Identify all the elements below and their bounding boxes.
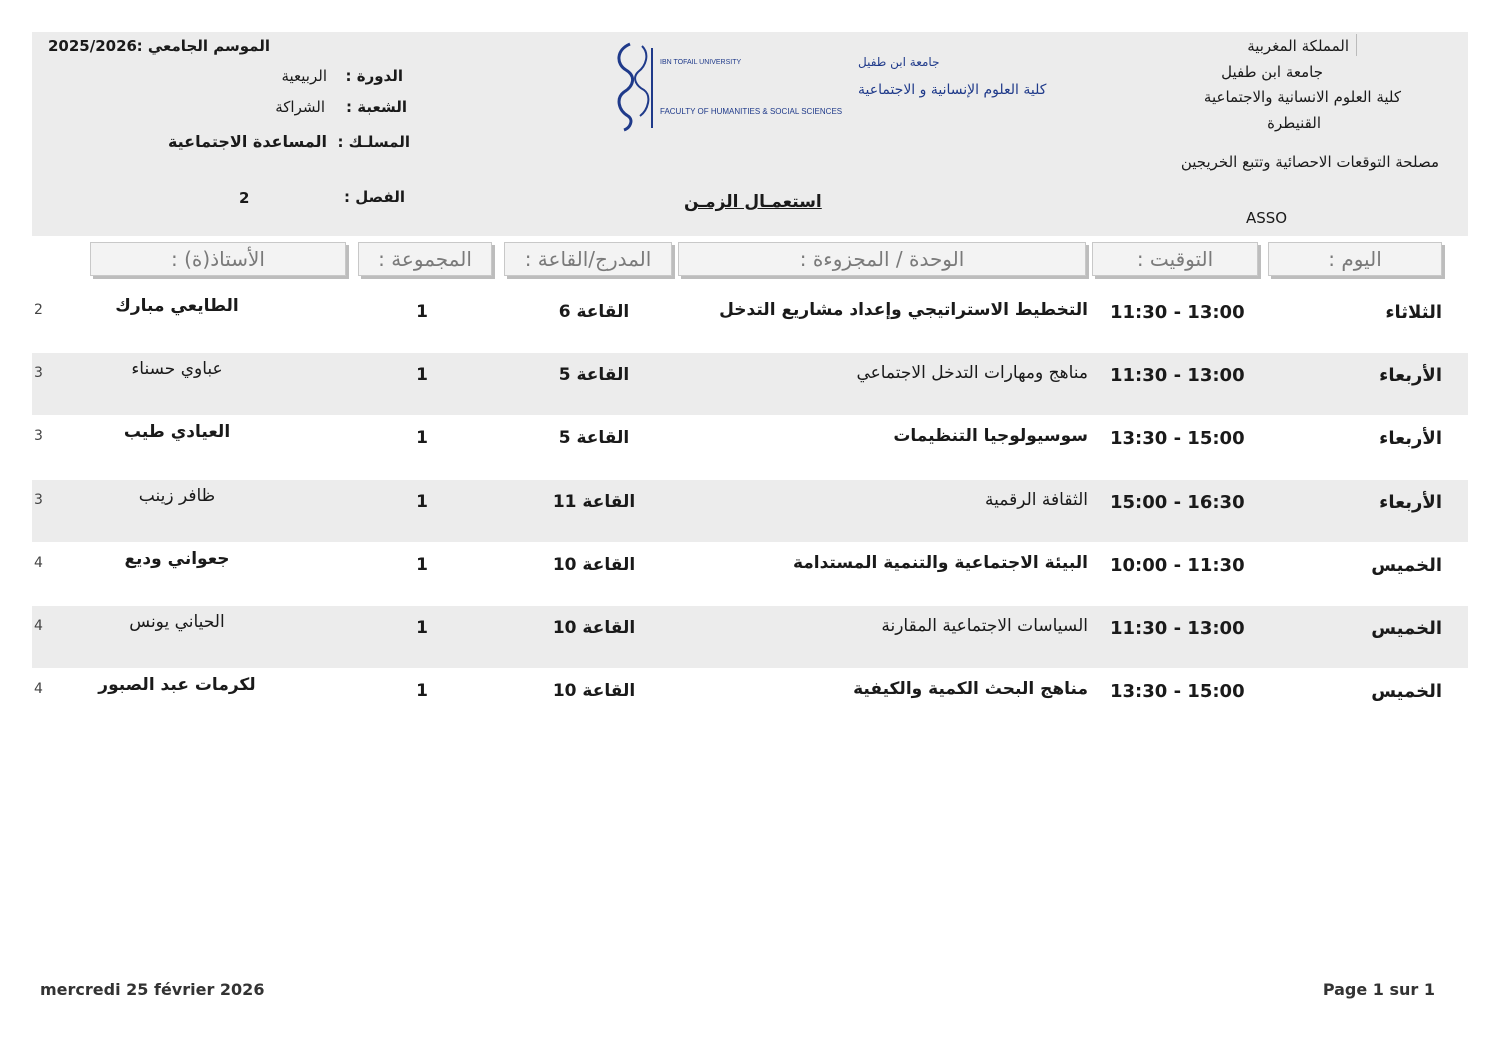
column-header-room: المدرج/القاعة :	[504, 242, 672, 276]
row-day: الأربعاء	[1379, 428, 1442, 449]
row-group: 1	[416, 618, 428, 638]
row-room: القاعة 6	[558, 302, 630, 322]
row-teacher: جعواني وديع	[124, 549, 230, 569]
row-room: القاعة 5	[558, 365, 630, 385]
session-value: الربيعية	[281, 67, 327, 85]
row-teacher: ظافر زينب	[138, 486, 216, 506]
table-row	[32, 416, 1468, 478]
row-group: 1	[416, 681, 428, 701]
svg-text:جامعة ابن طفيل: جامعة ابن طفيل	[858, 55, 940, 69]
track-label: المسلـك :	[337, 133, 410, 151]
faculty-label: كلية العلوم الانسانية والاجتماعية	[1203, 88, 1401, 106]
branch-value: الشراكة	[275, 98, 325, 116]
row-module: مناهج البحث الكمية والكيفية	[853, 679, 1088, 699]
logo-mark-icon	[612, 40, 1047, 132]
table-row	[32, 606, 1468, 668]
column-header-time: التوقيت :	[1092, 242, 1258, 276]
row-module: البيئة الاجتماعية والتنمية المستدامة	[792, 553, 1088, 573]
row-module: السياسات الاجتماعية المقارنة	[881, 616, 1088, 636]
column-header-day: اليوم :	[1268, 242, 1442, 276]
row-edge-mark: 3	[34, 365, 43, 381]
column-header-module: الوحدة / المجزوءة :	[678, 242, 1086, 276]
row-time: 11:30 - 13:00	[1110, 302, 1245, 323]
faculty-logo	[612, 40, 1047, 132]
row-edge-mark: 4	[34, 681, 43, 697]
row-teacher: لكرمات عبد الصبور	[98, 675, 256, 695]
row-teacher: الحياني يونس	[129, 612, 225, 632]
row-group: 1	[416, 555, 428, 575]
row-teacher: الطايعي مبارك	[115, 296, 239, 316]
column-header-teacher: الأستاذ(ة) :	[90, 242, 346, 276]
row-group: 1	[416, 492, 428, 512]
row-edge-mark: 2	[34, 302, 43, 318]
row-room: القاعة 5	[558, 428, 630, 448]
row-time: 13:30 - 15:00	[1110, 681, 1245, 702]
svg-text:كلية العلوم الإنسانية و الاجتم: كلية العلوم الإنسانية و الاجتماعية	[858, 82, 1047, 98]
table-row	[32, 669, 1468, 731]
session-label: الدورة :	[345, 67, 403, 85]
row-day: الخميس	[1371, 555, 1442, 576]
table-row	[32, 480, 1468, 542]
row-module: مناهج ومهارات التدخل الاجتماعي	[856, 363, 1088, 383]
row-module: التخطيط الاستراتيجي وإعداد مشاريع التدخل	[719, 300, 1088, 320]
row-room: القاعة 10	[552, 555, 636, 575]
row-edge-mark: 3	[34, 492, 43, 508]
row-time: 10:00 - 11:30	[1110, 555, 1245, 576]
row-day: الخميس	[1371, 681, 1442, 702]
row-edge-mark: 4	[34, 555, 43, 571]
table-row	[32, 290, 1468, 352]
program-code: ASSO	[1246, 209, 1288, 227]
row-edge-mark: 4	[34, 618, 43, 634]
university-label: جامعة ابن طفيل	[1221, 63, 1323, 81]
semester-value: 2	[239, 189, 250, 207]
page-title: استعمـال الزمـن	[684, 192, 822, 212]
column-header-group: المجموعة :	[358, 242, 492, 276]
row-group: 1	[416, 302, 428, 322]
row-time: 15:00 - 16:30	[1110, 492, 1245, 513]
season-label: الموسم الجامعي :	[136, 37, 270, 55]
divider	[1356, 34, 1357, 56]
row-group: 1	[416, 365, 428, 385]
row-teacher: العيادي طيب	[123, 422, 231, 442]
page-number: Page 1 sur 1	[1322, 980, 1435, 999]
row-module: سوسيولوجيا التنظيمات	[893, 426, 1088, 446]
table-row	[32, 353, 1468, 415]
row-teacher: عباوي حسناء	[131, 359, 223, 379]
row-module: الثقافة الرقمية	[985, 490, 1088, 510]
semester-label: الفصل :	[344, 188, 405, 206]
branch-label: الشعبة :	[346, 98, 407, 116]
service-label: مصلحة التوقعات الاحصائية وتتبع الخريجين	[1180, 153, 1439, 171]
svg-text:IBN TOFAIL UNIVERSITY: IBN TOFAIL UNIVERSITY	[660, 59, 742, 66]
print-date: mercredi 25 février 2026	[40, 980, 265, 999]
row-room: القاعة 11	[552, 492, 636, 512]
row-time: 11:30 - 13:00	[1110, 618, 1245, 639]
season-value: 2025/2026	[48, 37, 137, 55]
kingdom-label: المملكة المغربية	[1247, 37, 1349, 55]
row-time: 11:30 - 13:00	[1110, 365, 1245, 386]
row-room: القاعة 10	[552, 681, 636, 701]
table-row	[32, 543, 1468, 605]
svg-text:FACULTY OF HUMANITIES & SOCIAL: FACULTY OF HUMANITIES & SOCIAL SCIENCES	[660, 107, 843, 116]
city-label: القنيطرة	[1267, 114, 1321, 132]
row-edge-mark: 3	[34, 428, 43, 444]
row-day: الخميس	[1371, 618, 1442, 639]
track-value: المساعدة الاجتماعية	[167, 132, 327, 151]
row-day: الأربعاء	[1379, 365, 1442, 386]
row-day: الأربعاء	[1379, 492, 1442, 513]
row-day: الثلاثاء	[1385, 302, 1442, 323]
row-room: القاعة 10	[552, 618, 636, 638]
row-time: 13:30 - 15:00	[1110, 428, 1245, 449]
row-group: 1	[416, 428, 428, 448]
